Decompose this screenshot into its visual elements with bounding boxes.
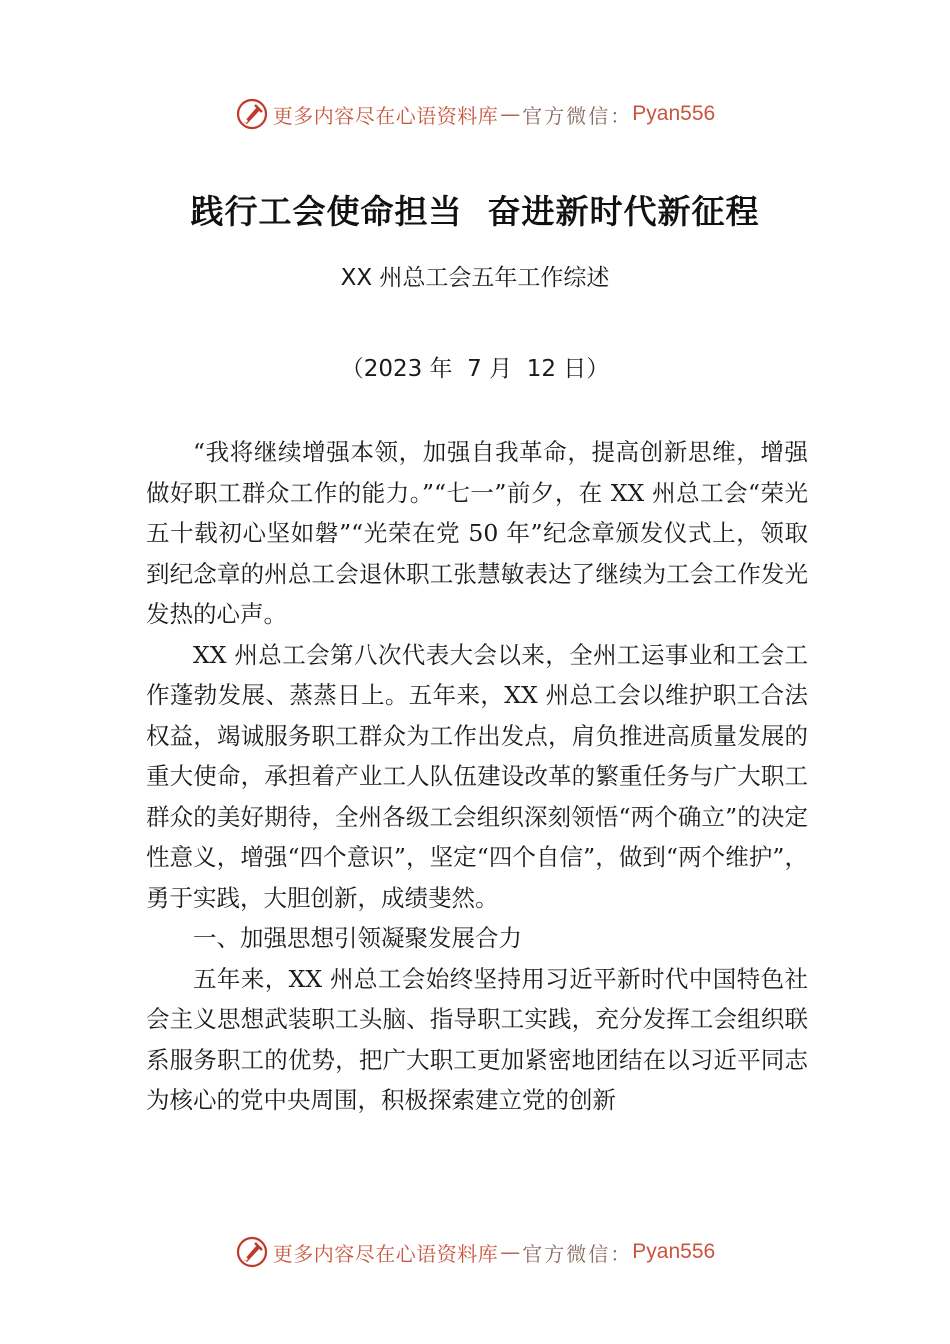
banner-separator: — xyxy=(500,1240,521,1264)
pen-nib-logo-icon xyxy=(235,97,269,131)
footer-watermark-banner xyxy=(0,1232,950,1272)
document-subtitle: XX 州总工会五年工作综述 xyxy=(340,265,610,291)
header-watermark-banner xyxy=(0,94,950,134)
banner-wechat-label: 官方微信： xyxy=(522,103,633,128)
document-body xyxy=(146,432,808,1121)
paragraph-3: 五年来，XX 州总工会始终坚持用习近平新时代中国特色社会主义思想武装职工头脑、指导职工实践，充分发挥工会组织联系服务职工的优势，把广大职工更加紧密地团结在以习近平同志为核心的党中央周围，积极探索建立党的创新 xyxy=(146,964,808,1114)
banner-wechat-label: 官方微信： xyxy=(522,1241,633,1266)
banner-separator: — xyxy=(500,102,521,126)
banner-text: 更多内容尽在心语资料库 xyxy=(272,103,499,128)
paragraph-1: “我将继续增强本领，加强自我革命，提高创新思维，增强做好职工群众工作的能力。”“七一”前夕，在 XX 州总工会“荣光五十载初心坚如磐”“光荣在党 50 年”纪念章颁发仪式上，领取到纪念章的州总工会退休职工张慧敏表达了继续为工会工作发光发热的心声。 xyxy=(146,438,808,628)
paragraph-2: XX 州总工会第八次代表大会以来，全州工运事业和工会工作蓬勃发展、蒸蒸日上。五年来，XX 州总工会以维护职工合法权益，竭诚服务职工群众为工作出发点，肩负推进高质量发展的重大使命，承担着产业工人队伍建设改革的繁重任务与广大职工群众的美好期待，全州各级工会组织深刻领悟“两个确立”的决定性意义，增强“四个意识”，坚定“四个自信”，做到“两个维护”，勇于实践，大胆创新，成绩斐然。 xyxy=(146,640,808,912)
banner-wechat-id: Pyan556 xyxy=(632,102,716,125)
banner-wechat-id: Pyan556 xyxy=(632,1240,716,1263)
pen-nib-logo-icon xyxy=(235,1235,269,1269)
document-title: 践行工会使命担当 奋进新时代新征程 xyxy=(190,192,760,231)
banner-text: 更多内容尽在心语资料库 xyxy=(272,1241,499,1266)
document-date: （2023 年 7 月 12 日） xyxy=(340,356,610,382)
section-heading-1: 一、加强思想引领凝聚发展合力 xyxy=(193,924,522,952)
